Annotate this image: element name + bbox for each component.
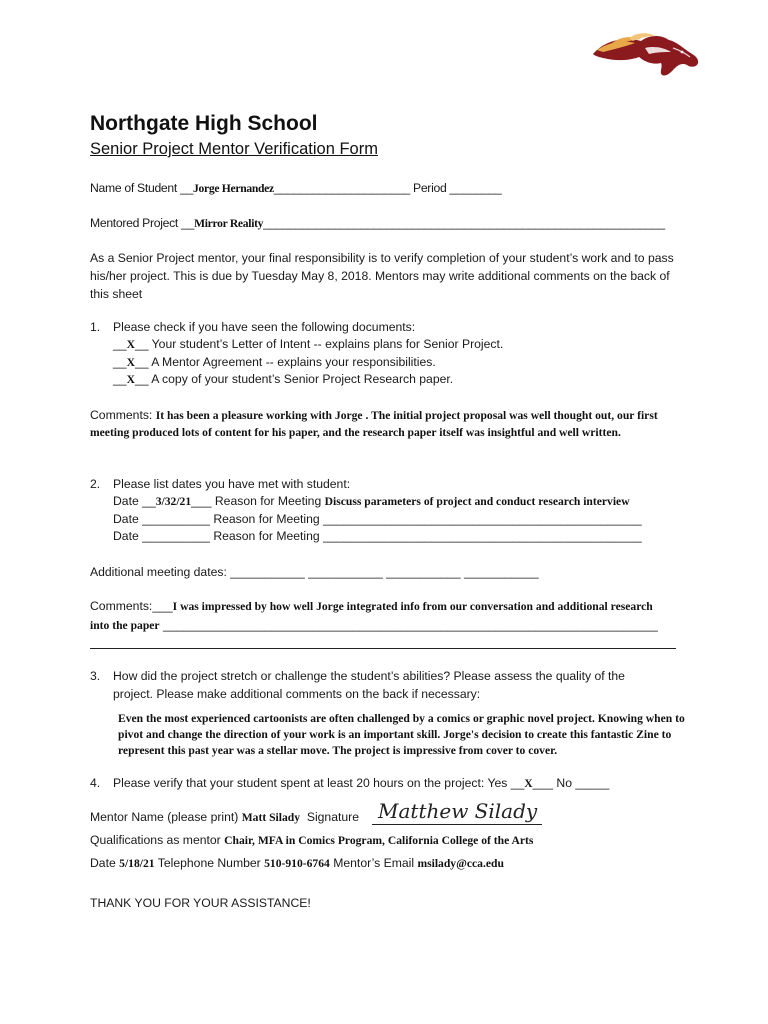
checkbox-mark: X [126, 373, 135, 386]
mentor-name-label: Mentor Name (please print) [90, 810, 239, 824]
email-value: msilady@cca.edu [417, 857, 504, 870]
q1-comments-text: It has been a pleasure working with Jorge . The initial project proposal was well thought out, our first [155, 409, 658, 422]
yes-label: Yes [487, 776, 508, 790]
q3-answer-line2: pivot and change the direction of your work is an important skill. Jorge's decision to create this fantastic Zine to [118, 728, 672, 741]
blank-comment-line [90, 648, 676, 649]
student-name-row: Name of Student __Jorge Hernandez_____________________ Period ________ [90, 181, 502, 195]
q4-number: 4. [90, 776, 101, 790]
q1-item-research-paper: __X__ A copy of your student’s Senior Project Research paper. [113, 372, 454, 386]
reason-label: Reason for Meeting [213, 529, 320, 543]
q1-comments-label: Comments: [90, 408, 153, 422]
q4-prompt: Please verify that your student spent at least 20 hours on the project: [113, 776, 485, 790]
q2-comments-line1: Comments:___I was impressed by how well Jorge integrated info from our conversation and additional research [90, 599, 653, 613]
q1-item-text: A Mentor Agreement -- explains your responsibilities. [151, 355, 436, 369]
project-row: Mentored Project __Mirror Reality______________________________________________________________ [90, 216, 665, 230]
project-value: Mirror Reality [194, 217, 264, 230]
intro-paragraph [90, 249, 680, 303]
phone-value: 510-910-6764 [264, 857, 330, 870]
q2-meeting-row-1: Date __3/32/21___ Reason for Meeting Discuss parameters of project and conduct research interview [113, 494, 630, 508]
qualifications-value: Chair, MFA in Comics Program, California College of the Arts [224, 834, 534, 847]
q2-meeting-row-3: Date __________ Reason for Meeting _______________________________________________ [113, 529, 642, 543]
no-label: No [556, 776, 572, 790]
intro-text: As a Senior Project mentor, your final responsibility is to verify completion of your student’s work and to pass his/her project. This is due by [90, 251, 674, 283]
qualifications-label: Qualifications as mentor [90, 833, 221, 847]
date-value: 5/18/21 [119, 857, 155, 870]
due-date: Tuesday May 8, 2018. [251, 269, 372, 283]
date-label: Date [113, 529, 139, 543]
contact-row [90, 856, 504, 870]
signature-line [372, 824, 542, 825]
checkbox-mark: X [126, 356, 135, 369]
student-name-value: Jorge Hernandez [193, 182, 274, 195]
q3-number: 3. [90, 669, 101, 683]
mentor-name-value: Matt Silady [241, 811, 301, 824]
q3-answer-line3: represent this past year was a stellar move. The project is impressive from cover to cover. [118, 744, 558, 757]
q1-item-letter-of-intent: __X__ Your student’s Letter of Intent -- explains plans for Senior Project. [113, 337, 504, 351]
q3-prompt-line2: project. Please make additional comments on the back if necessary: [113, 687, 481, 701]
q1-item-text: Your student’s Letter of Intent -- explains plans for Senior Project. [151, 337, 504, 351]
qualifications-row [90, 833, 533, 847]
q1-comments-line1 [90, 408, 658, 422]
closing-text: THANK YOU FOR YOUR ASSISTANCE! [90, 896, 311, 910]
mentor-signature: Matthew Silady [378, 799, 538, 823]
student-name-label: Name of Student [90, 181, 177, 195]
date-label: Date [113, 512, 139, 526]
q2-number: 2. [90, 477, 101, 491]
meeting-reason: Discuss parameters of project and conduct research interview [324, 495, 630, 508]
email-label: Mentor’s Email [333, 856, 415, 870]
mentor-name-row [90, 810, 359, 824]
intro-text-after: Mentors may write additional comments on the back of this sheet [90, 269, 670, 301]
reason-label: Reason for Meeting [213, 512, 320, 526]
period-label: Period [413, 181, 447, 195]
meeting-date: 3/32/21 [155, 495, 192, 508]
q2-comments-text-2: into the paper [90, 619, 160, 632]
q1-prompt: Please check if you have seen the following documents: [113, 320, 416, 334]
signature-label: Signature [306, 810, 359, 824]
additional-dates-label: Additional meeting dates: [90, 565, 227, 579]
bronco-horse-logo-icon [589, 30, 701, 82]
q2-prompt: Please list dates you have met with student: [113, 477, 351, 491]
q1-item-mentor-agreement: __X__ A Mentor Agreement -- explains your responsibilities. [113, 355, 436, 369]
date-label: Date [113, 494, 139, 508]
form-title: Senior Project Mentor Verification Form [90, 140, 378, 158]
q1-item-text: A copy of your student’s Senior Project Research paper. [151, 372, 454, 386]
school-name: Northgate High School [90, 112, 318, 135]
q1-comments-line2: meeting produced lots of content for his paper, and the research paper itself was insightful and well written. [90, 426, 621, 439]
date-label: Date [90, 856, 116, 870]
reason-label: Reason for Meeting [214, 494, 322, 508]
project-label: Mentored Project [90, 216, 179, 230]
q2-comments-label: Comments: [90, 599, 153, 613]
phone-label: Telephone Number [157, 856, 261, 870]
q2-meeting-row-2: Date __________ Reason for Meeting _______________________________________________ [113, 512, 642, 526]
q3-prompt-line1: How did the project stretch or challenge the student’s abilities? Please assess the quality of the [113, 669, 625, 683]
q3-answer-line1: Even the most experienced cartoonists are often challenged by a comics or graphic novel project. Knowing when to [118, 712, 685, 725]
q2-comments-line2: into the paper _________________________________________________________________________ [90, 618, 658, 632]
q2-comments-text: I was impressed by how well Jorge integrated info from our conversation and additional research [172, 600, 653, 613]
additional-dates-row: Additional meeting dates: ___________ ___________ ___________ ___________ [90, 565, 539, 579]
q1-number: 1. [90, 320, 101, 334]
checkbox-mark: X [126, 338, 135, 351]
yes-mark: X [524, 777, 533, 790]
q4-row: Please verify that your student spent at least 20 hours on the project: Yes __X___ No _____ [113, 776, 610, 790]
